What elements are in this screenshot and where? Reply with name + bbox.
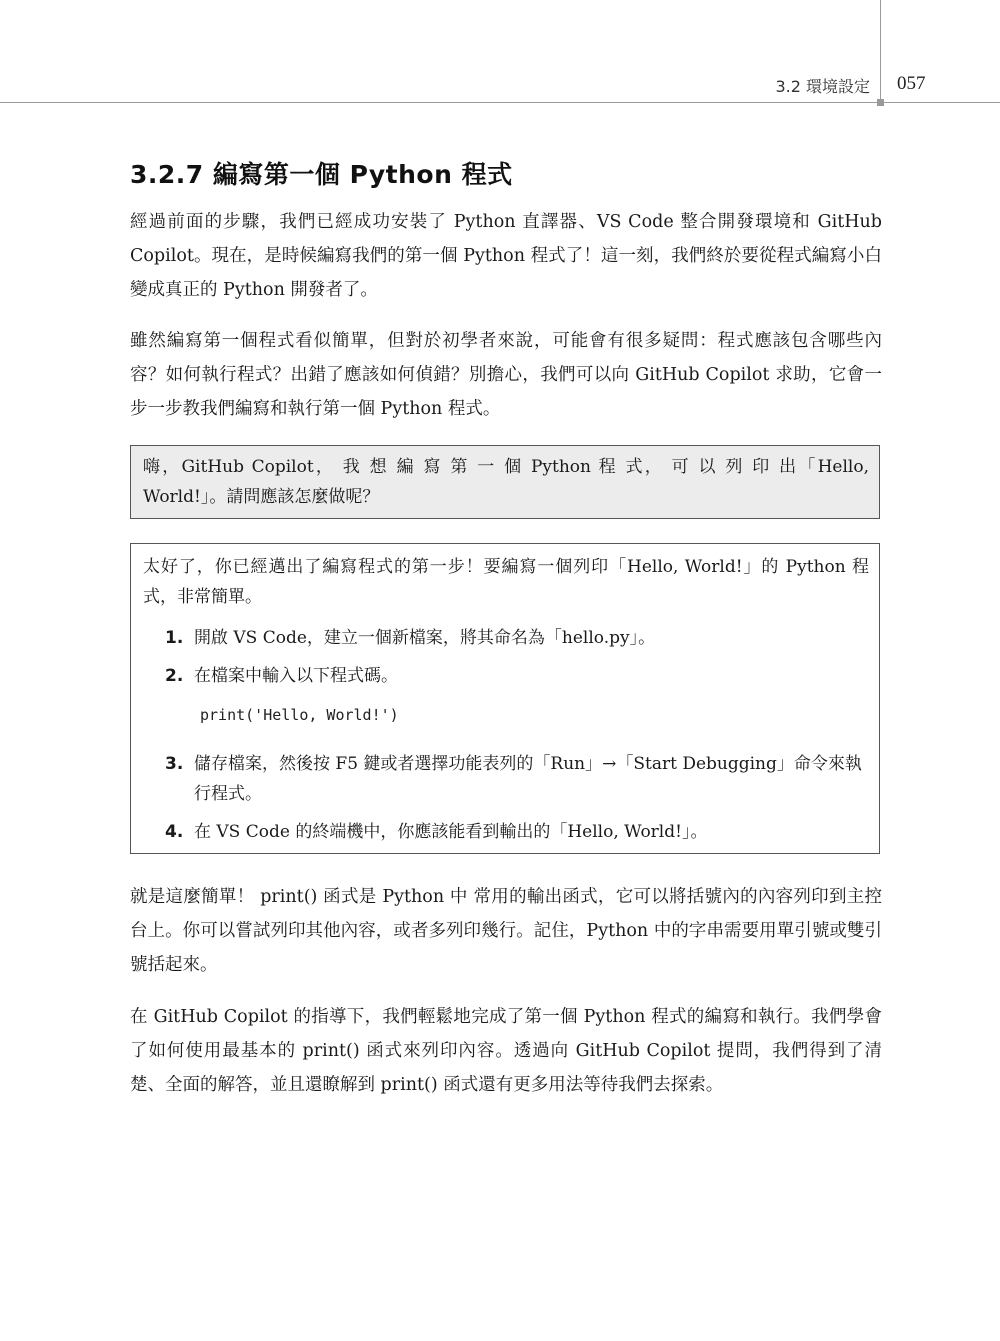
section-title: 3.2.7 編寫第一個 Python 程式 — [130, 160, 513, 189]
answer-step-1 — [165, 623, 865, 653]
page-number: 057 — [897, 73, 926, 94]
body-paragraph-4: 在 GitHub Copilot 的指導下，我們輕鬆地完成了第一個 Python 程式的編寫和執行。我們學會了如何使用最基本的 print() 函式來列印內容。透過向 GitHub Copilot 提問，我們得到了清楚、全面的解答，並且還瞭解到 print() 函式還有更多用法等待我們去探索。 — [130, 1007, 882, 1095]
step-text: 儲存檔案，然後按 F5 鍵或者選擇功能表列的「Run」→「Start Debugging」命令來執行程式。 — [194, 754, 862, 804]
body-paragraph-3: 就是這麼簡單！ print() 函式是 Python 中 常用的輸出函式，它可以將括號內的內容列印到主控台上。你可以嘗試列印其他內容，或者多列印幾行。記住，Python 中的字串需要用單引號或雙引號括起來。 — [130, 887, 882, 975]
prompt-box — [130, 445, 880, 519]
header-rule — [0, 102, 1000, 103]
body-paragraph-1: 經過前面的步驟，我們已經成功安裝了 Python 直譯器、VS Code 整合開發環境和 GitHub Copilot。現在，是時候編寫我們的第一個 Python 程式了！這一刻，我們終於要從程式編寫小白變成真正的 Python 開發者了。 — [130, 212, 882, 300]
running-header-section: 3.2 環境設定 — [775, 77, 870, 96]
answer-step-4 — [165, 817, 865, 847]
step-number: 4. — [165, 822, 184, 842]
step-text: 在 VS Code 的終端機中，你應該能看到輸出的「Hello, World!」。 — [194, 822, 708, 842]
step-number: 1. — [165, 628, 184, 648]
answer-step-3 — [165, 749, 865, 809]
prompt-text: 嗨，GitHub Copilot， 我 想 編 寫 第 一 個 Python 程 式， 可 以 列 印 出「Hello, World!」。請問應該怎麼做呢？ — [143, 457, 869, 507]
answer-step-2 — [165, 661, 865, 691]
step-number: 2. — [165, 666, 184, 686]
header-divider — [880, 0, 881, 103]
answer-box — [130, 543, 880, 854]
step-text: 開啟 VS Code，建立一個新檔案，將其命名為「hello.py」。 — [194, 628, 656, 648]
header-corner-marker — [877, 99, 884, 106]
step-number: 3. — [165, 754, 184, 774]
code-snippet: print('Hello, World!') — [200, 706, 399, 724]
body-paragraph-2: 雖然編寫第一個程式看似簡單，但對於初學者來說，可能會有很多疑問：程式應該包含哪些內容？如何執行程式？出錯了應該如何偵錯？別擔心，我們可以向 GitHub Copilot 求助，它會一步一步教我們編寫和執行第一個 Python 程式。 — [130, 331, 882, 419]
step-text: 在檔案中輸入以下程式碼。 — [194, 666, 398, 686]
answer-intro: 太好了，你已經邁出了編寫程式的第一步！要編寫一個列印「Hello, World!」的 Python 程式，非常簡單。 — [143, 557, 869, 607]
